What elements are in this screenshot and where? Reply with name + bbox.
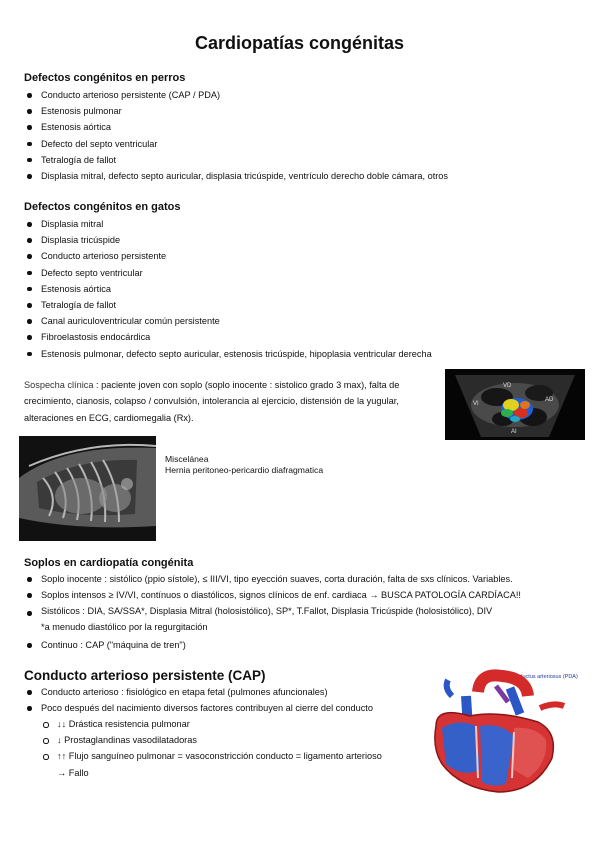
cats-heading: Defectos congénitos en gatos — [24, 201, 181, 213]
list-item: Conducto arterioso persistente — [24, 248, 432, 264]
murmurs-list — [24, 571, 521, 654]
clinical-suspicion-label: Sospecha clínica — [24, 380, 94, 390]
echo-label-vi: VI — [473, 401, 479, 407]
page-title: Cardiopatías congénitas — [194, 33, 405, 53]
list-item: Displasia mitral, defecto septo auricular, displasia tricúspide, ventrículo derecho doble cámara, otros — [24, 168, 448, 184]
misc-subtitle: Hernia peritoneo-pericardio diafragmatica — [165, 465, 324, 475]
dogs-list — [24, 87, 448, 184]
echo-label-vd: VD — [503, 383, 512, 389]
clinical-suspicion-paragraph — [24, 377, 419, 426]
list-item: Tetralogía de fallot — [24, 297, 432, 313]
list-item: Estenosis aórtica — [24, 281, 432, 297]
echo-label-ad: AD — [545, 397, 554, 403]
list-item: Defecto septo ventricular — [24, 265, 432, 281]
list-item: Conducto arterioso : fisiológico en etapa fetal (pulmones afuncionales) — [24, 684, 373, 700]
list-item: Soplos intensos ≥ IV/VI, contínuos o diastólicos, signos clínicos de enf. cardiaca → BUSCA PATOLOGÍA CARDÍACA!! — [24, 587, 521, 603]
list-item: Displasia mitral — [24, 216, 432, 232]
cap-sublist — [40, 716, 382, 781]
list-item: Estenosis aórtica — [24, 119, 448, 135]
list-item: Soplo inocente : sistólico (ppio sístole), ≤ III/VI, tipo eyección suaves, corta duración, falta de sxs clínicos. Variables. — [24, 571, 521, 587]
cap-heading: Conducto arterioso persistente (CAP) — [24, 668, 266, 683]
list-item: Estenosis pulmonar — [24, 103, 448, 119]
misc-title: Miscelánea — [165, 454, 209, 464]
misc-caption — [165, 454, 323, 476]
cap-subitem-continuation: → Fallo — [57, 767, 89, 778]
list-item: Displasia tricúspide — [24, 232, 432, 248]
clinical-suspicion-text: : paciente joven con soplo (soplo inocente : sistolico grado 3 max), falta de crecimiento, cianosis, colapso / convulsión, intolerancia al ejercicio, distensión de la yugular, alteraciones en ECG, cardiomegalia (Rx). — [24, 380, 400, 423]
cats-list — [24, 216, 432, 362]
list-item: Continuo : CAP ("máquina de tren") — [24, 637, 521, 653]
list-item: Defecto del septo ventricular — [24, 136, 448, 152]
list-item: Fibroelastosis endocárdica — [24, 329, 432, 345]
list-item-text: ↑↑ Flujo sanguíneo pulmonar = vasoconstricción conducto = ligamento arterioso — [57, 751, 382, 762]
list-item: Canal auriculoventricular común persistente — [24, 313, 432, 329]
list-item: Conducto arterioso persistente (CAP / PDA) — [24, 87, 448, 103]
echocardiogram-image — [445, 369, 585, 440]
list-item: ↓ Prostaglandinas vasodilatadoras — [40, 732, 382, 748]
heart-diagram — [418, 666, 590, 796]
echo-label-ai: AI — [511, 429, 517, 435]
list-item: Poco después del nacimiento diversos factores contribuyen al cierre del conducto — [24, 700, 373, 716]
list-item-text: Sistólicos : DIA, SA/SSA*, Displasia Mitral (holosistólico), SP*, T.Fallot, Displasia Tricúspide (holosistólico), DIV — [41, 606, 493, 617]
murmurs-note: *a menudo diastólico por la regurgitación — [41, 622, 208, 633]
cap-list — [24, 684, 373, 716]
heart-diagram-label: Patent ductus arteriosus (PDA) — [502, 674, 578, 680]
xray-image — [19, 436, 156, 541]
list-item — [40, 748, 382, 780]
list-item: Estenosis pulmonar, defecto septo auricular, estenosis tricúspide, hipoplasia ventricular derecha — [24, 346, 432, 362]
list-item — [24, 605, 521, 634]
list-item: ↓↓ Drástica resistencia pulmonar — [40, 716, 382, 732]
murmurs-heading: Soplos en cardiopatía congénita — [24, 557, 194, 569]
list-item: Tetralogía de fallot — [24, 152, 448, 168]
dogs-heading: Defectos congénitos en perros — [24, 72, 186, 84]
